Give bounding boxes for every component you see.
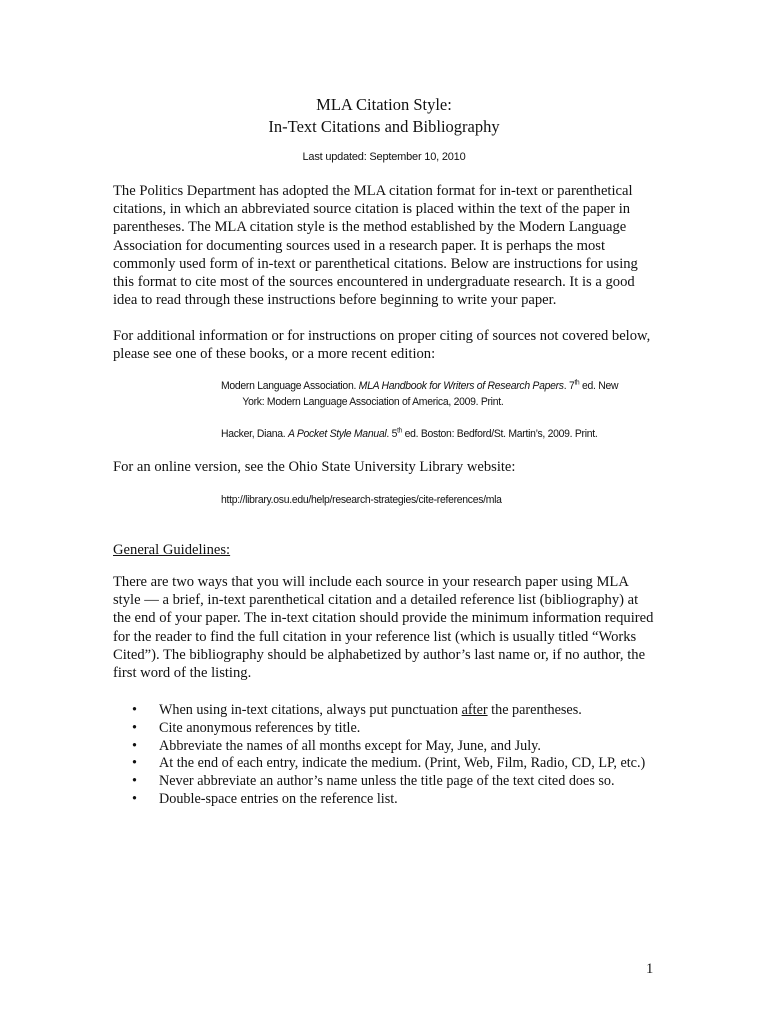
list-item-text: When using in-text citations, always put punctuation: [159, 702, 462, 718]
reference-title-end: . 7: [563, 380, 575, 392]
general-guidelines-heading: General Guidelines:: [113, 542, 231, 558]
intro-paragraph: The Politics Department has adopted the MLA citation format for in-text or parenthetical citations, in which an abbreviated source citation is placed within the text of the paper in parentheses. The MLA citation style is the method established by the Modern Language Association for documenting sources used in a research paper. It is perhaps the most commonly used form of in-text or parenthetical citations. Below are instructions for using this format to cite most of the sources encountered in undergraduate research. It is a good idea to read through these instructions before beginning to write your paper.: [113, 183, 638, 309]
reference-edition-suffix: th: [574, 379, 580, 387]
reference-author: Hacker, Diana.: [221, 428, 288, 440]
emphasis-after: after: [461, 702, 488, 718]
list-item-text: Never abbreviate an author’s name unless the title page of the text cited does so.: [159, 773, 615, 790]
online-version-paragraph: For an online version, see the Ohio State University Library website:: [113, 459, 516, 475]
bullet-icon: •: [132, 737, 137, 754]
document-title: MLA Citation Style:: [316, 95, 452, 114]
guidelines-list: [132, 702, 672, 809]
list-item-text: Double-space entries on the reference list.: [159, 790, 398, 807]
additional-info-paragraph: For additional information or for instructions on proper citing of sources not covered below, please see one of these books, or a more recent edition:: [113, 328, 651, 363]
reference-title: MLA Handbook for Writers of Research Papers: [358, 380, 564, 392]
bullet-icon: •: [132, 702, 137, 718]
reference-title: A Pocket Style Manual: [287, 428, 387, 440]
reference-details: ed. New: [579, 380, 619, 392]
reference-details-continued: York: Modern Language Association of America, 2009. Print.: [242, 396, 504, 408]
list-item-text: At the end of each entry, indicate the medium. (Print, Web, Film, Radio, CD, LP, etc.): [159, 755, 646, 772]
bullet-icon: •: [132, 790, 137, 807]
list-item: [132, 738, 672, 756]
list-item: [132, 791, 672, 809]
list-item-text: Cite anonymous references by title.: [159, 719, 361, 736]
page-number: 1: [646, 961, 654, 977]
library-website-link[interactable]: http://library.osu.edu/help/research-strategies/cite-references/mla: [221, 494, 502, 506]
general-guidelines-paragraph: There are two ways that you will include each source in your research paper using MLA style — a brief, in-text parenthetical citation and a detailed reference list (bibliography) at the end of your paper. The in-text citation should provide the minimum information required for the reader to find the full citation in your reference list (which is usually titled “Works Cited”). The bibliography should be alphabetized by author’s last name or, if no author, the first word of the listing.: [113, 574, 654, 682]
list-item: [132, 702, 672, 720]
bullet-icon: •: [132, 773, 137, 790]
reference-title-end: . 5: [386, 428, 398, 440]
bullet-icon: •: [132, 719, 137, 736]
list-item-text-end: the parentheses.: [487, 702, 582, 718]
list-item: [132, 720, 672, 738]
list-item: [132, 773, 672, 791]
reference-author: Modern Language Association.: [221, 380, 359, 392]
reference-pocket-style-manual: [221, 426, 630, 442]
bullet-icon: •: [132, 755, 137, 772]
list-item-text: Abbreviate the names of all months except for May, June, and July.: [159, 737, 541, 754]
list-item: [132, 755, 672, 773]
reference-details: ed. Boston: Bedford/St. Martin’s, 2009. Print.: [402, 428, 598, 440]
reference-edition-suffix: th: [397, 427, 403, 435]
document-subtitle: In-Text Citations and Bibliography: [268, 117, 500, 136]
last-updated-date: Last updated: September 10, 2010: [302, 151, 466, 163]
reference-mla-handbook: [221, 378, 630, 410]
